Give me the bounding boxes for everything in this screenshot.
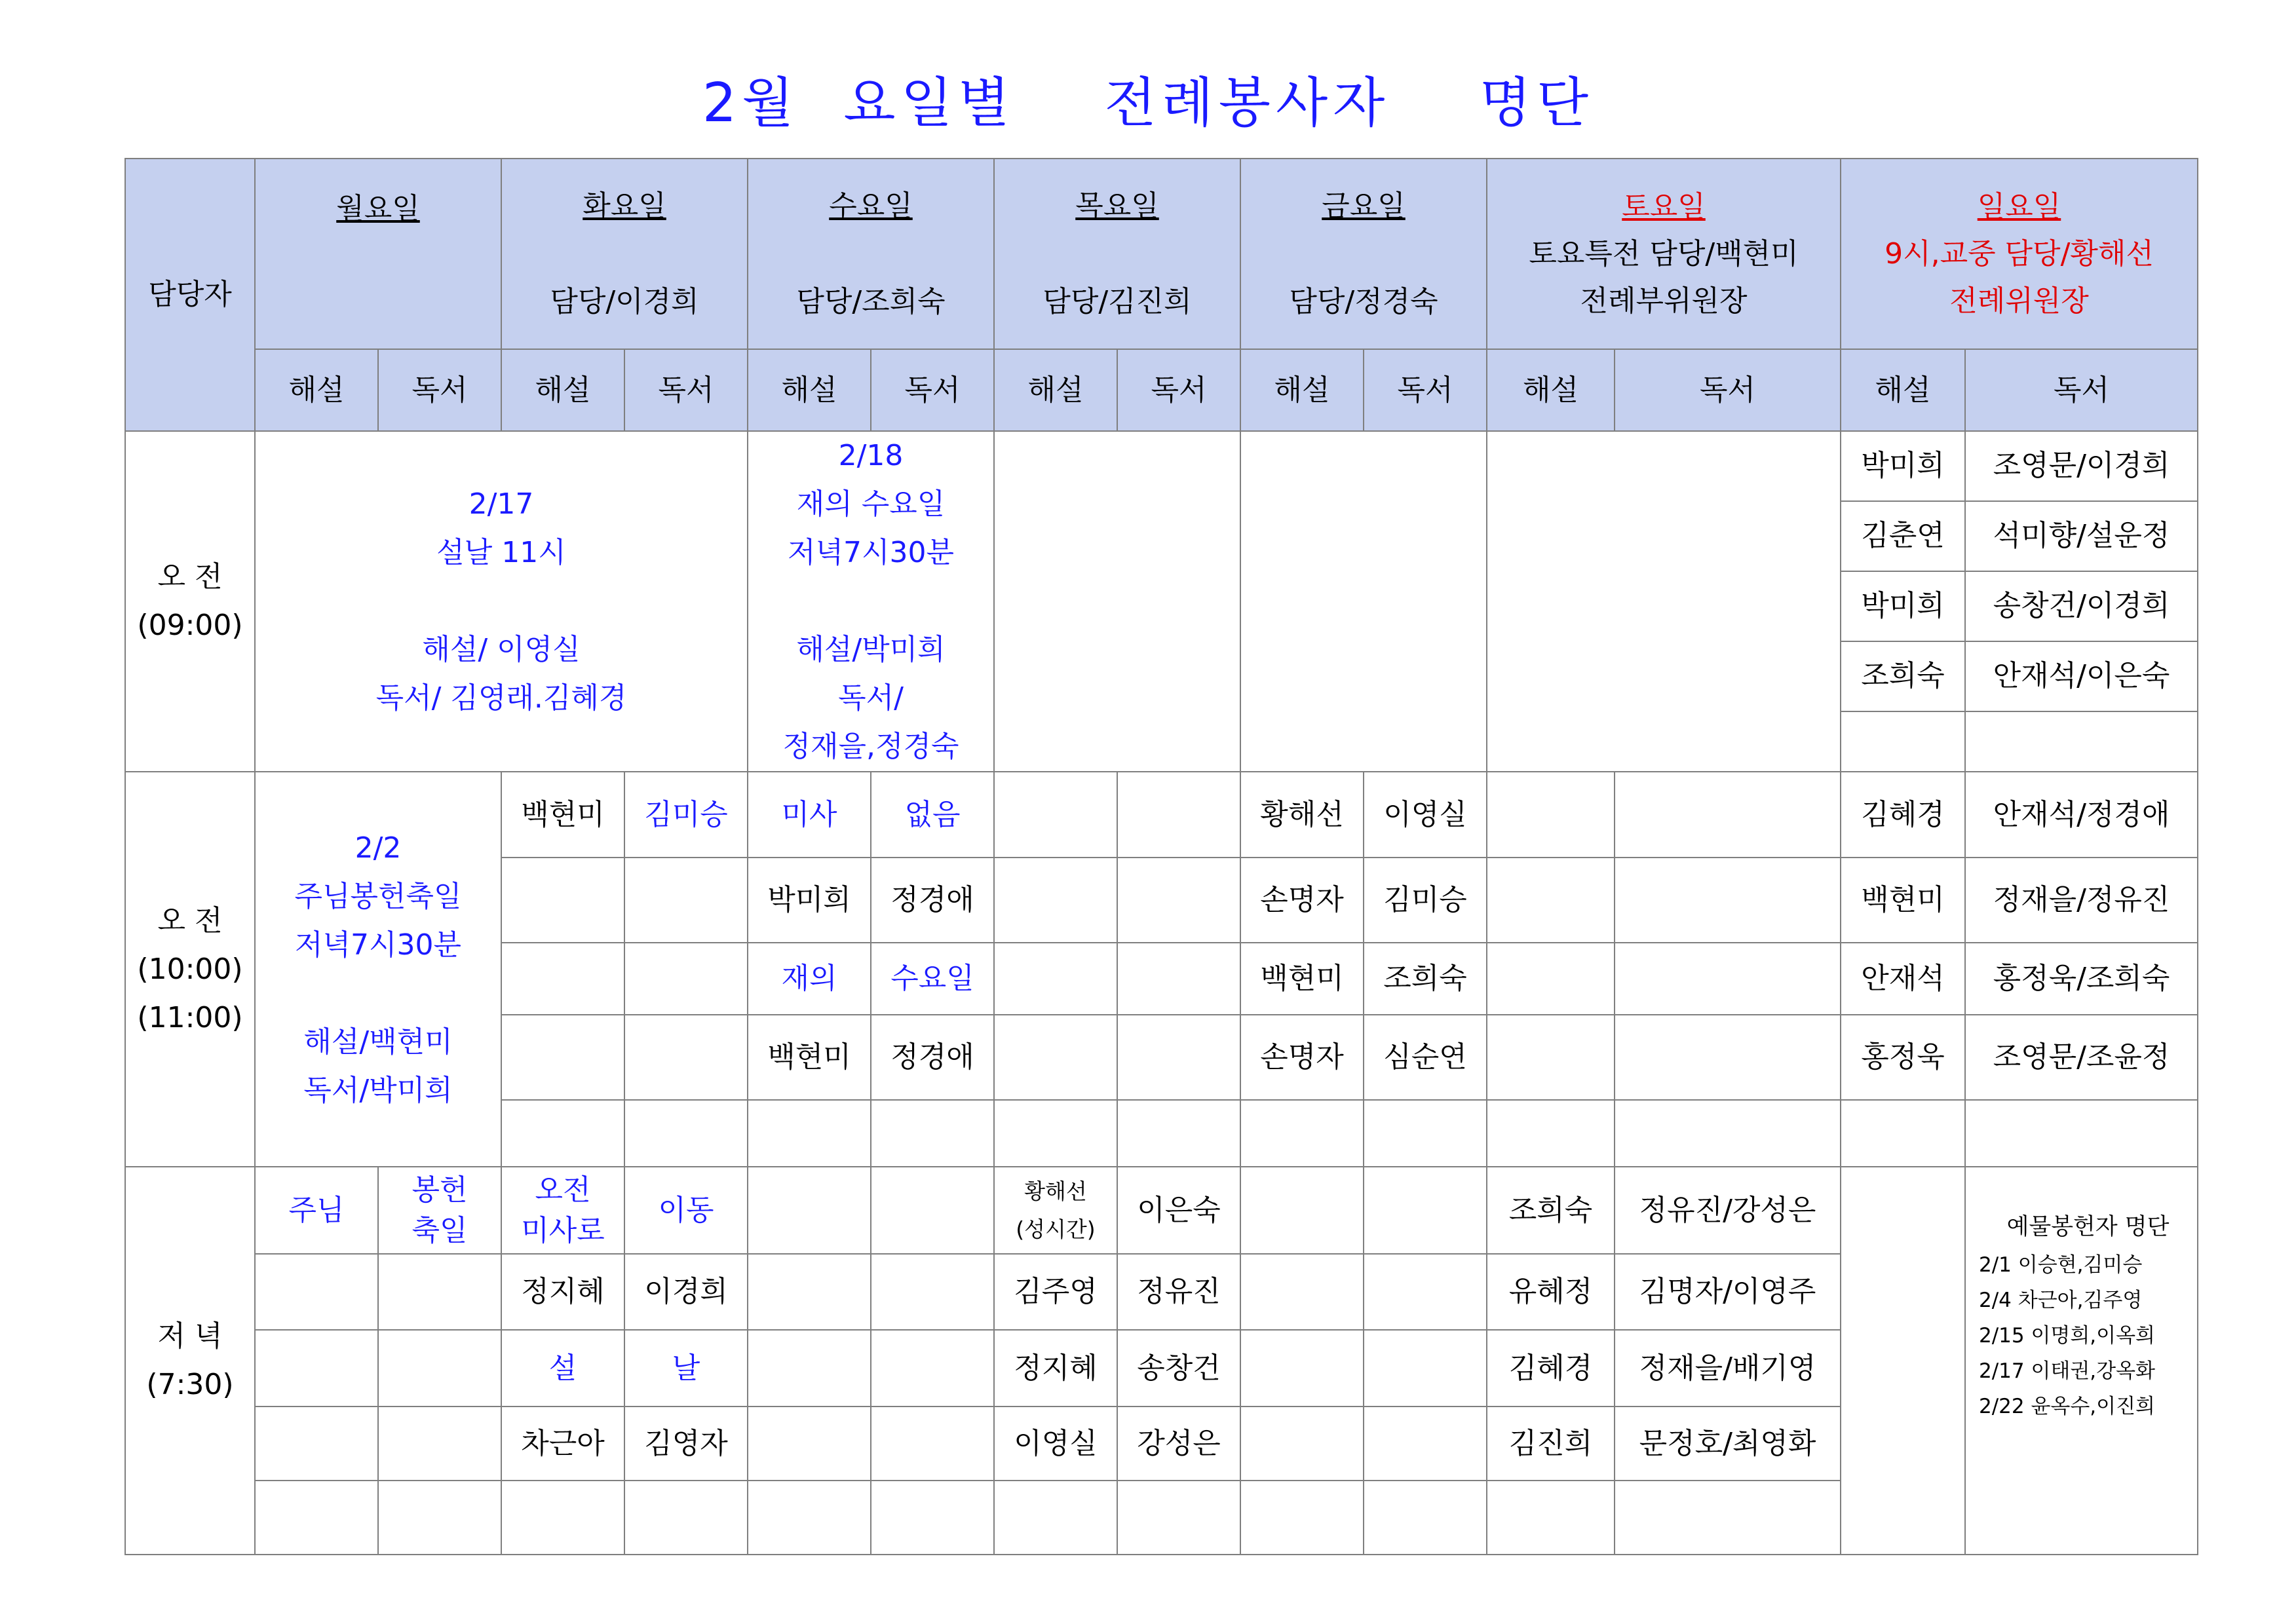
commentary-header: 해설: [1240, 349, 1364, 431]
sunday-reading-cell: 정재을/정유진: [1965, 858, 2198, 943]
sunday-evening-commentary-empty: [1841, 1167, 1965, 1555]
tuesday-commentary-cell: 백현미: [501, 772, 624, 858]
monday-commentary-cell: [255, 1407, 378, 1481]
tuesday-commentary-cell: [501, 1481, 624, 1555]
wednesday-commentary-cell: [748, 1481, 871, 1555]
thursday-reading-cell: 송창건: [1117, 1330, 1240, 1407]
day-manager: 토요특전 담당/백현미: [1529, 236, 1799, 271]
tuesday-reading-cell: [624, 1481, 748, 1555]
commentary-header: 해설: [501, 349, 624, 431]
saturday-reading-cell: [1615, 943, 1841, 1015]
note-line: 저녁7시30분: [788, 536, 954, 569]
cell-line: 축일: [411, 1213, 468, 1247]
day-name: 화요일: [583, 189, 666, 223]
wednesday-commentary-cell: 백현미: [748, 1015, 871, 1100]
friday-morning-9-empty: [1240, 431, 1487, 772]
day-manager: 담당/정경숙: [1289, 284, 1438, 318]
tuesday-commentary-cell: 차근아: [501, 1407, 624, 1481]
saturday-commentary-cell: [1487, 1015, 1615, 1100]
offering-list-item: 2/22 윤옥수,이진희: [1979, 1395, 2155, 1418]
thursday-reading-cell: [1117, 943, 1240, 1015]
saturday-commentary-cell: 조희숙: [1487, 1167, 1615, 1254]
wednesday-commentary-cell: [748, 1330, 871, 1407]
time-label-line: 오 전: [157, 903, 223, 937]
page-title: 2월 요일별 전례봉사자 명단: [702, 72, 1594, 134]
sunday-reading-cell: [1965, 1100, 2198, 1167]
tuesday-commentary-cell: [501, 943, 624, 1015]
sunday-commentary-cell: [1841, 711, 1965, 772]
thursday-commentary-cell: [994, 858, 1117, 943]
friday-reading-cell: 이영실: [1364, 772, 1487, 858]
thursday-reading-cell: 정유진: [1117, 1254, 1240, 1330]
time-label-line: (7:30): [146, 1368, 234, 1401]
friday-reading-cell: [1364, 1407, 1487, 1481]
offering-donor-list: [1965, 1167, 2198, 1555]
thursday-commentary-cell: 김주영: [994, 1254, 1117, 1330]
reading-header: 독서: [1117, 349, 1240, 431]
reading-header: 독서: [871, 349, 994, 431]
commentary-header: 해설: [1841, 349, 1965, 431]
friday-reading-cell: [1364, 1330, 1487, 1407]
friday-reading-cell: [1364, 1167, 1487, 1254]
thursday-reading-cell: 강성은: [1117, 1407, 1240, 1481]
sunday-reading-cell: 조영문/조윤정: [1965, 1015, 2198, 1100]
day-header-friday: [1240, 159, 1487, 349]
wednesday-commentary-cell: [748, 1100, 871, 1167]
saturday-reading-cell: [1615, 772, 1841, 858]
tuesday-reading-cell: 김미승: [624, 772, 748, 858]
tuesday-reading-cell: 이경희: [624, 1254, 748, 1330]
sunday-commentary-cell: 박미희: [1841, 571, 1965, 641]
note-line: 해설/백현미: [303, 1025, 453, 1059]
saturday-commentary-cell: 유혜정: [1487, 1254, 1615, 1330]
reading-header: 독서: [378, 349, 501, 431]
sunday-reading-cell: 안재석/정경애: [1965, 772, 2198, 858]
wednesday-reading-cell: 정경애: [871, 1015, 994, 1100]
tuesday-reading-cell: [624, 1100, 748, 1167]
feb17-lunar-new-year-note: [255, 431, 748, 772]
offering-list-item: 2/1 이승현,김미승: [1979, 1253, 2143, 1277]
day-name: 월요일: [336, 192, 420, 225]
friday-reading-cell: 김미승: [1364, 858, 1487, 943]
saturday-reading-cell: 문정호/최영화: [1615, 1407, 1841, 1481]
note-line: 저녁7시30분: [295, 928, 461, 962]
cell-line: 미사로: [521, 1213, 605, 1247]
tuesday-reading-cell: 날: [624, 1330, 748, 1407]
monday-commentary-cell: [255, 1481, 378, 1555]
wednesday-reading-cell: [871, 1167, 994, 1254]
sunday-reading-cell: 석미향/설운정: [1965, 501, 2198, 571]
saturday-reading-cell: [1615, 1481, 1841, 1555]
monday-commentary-cell: [255, 1167, 378, 1254]
time-label-line: 저 녁: [157, 1319, 223, 1353]
cell-line: 봉헌: [411, 1173, 468, 1207]
saturday-commentary-cell: [1487, 1481, 1615, 1555]
cell-line: (성시간): [1016, 1216, 1096, 1242]
sunday-commentary-cell: 홍정욱: [1841, 1015, 1965, 1100]
commentary-header: 해설: [748, 349, 871, 431]
friday-commentary-cell: [1240, 1254, 1364, 1330]
note-line: 해설/ 이영실: [422, 633, 581, 666]
time-label-line: (09:00): [137, 609, 243, 642]
note-line: 설날 11시: [436, 536, 566, 569]
friday-commentary-cell: [1240, 1330, 1364, 1407]
monday-reading-cell: [378, 1481, 501, 1555]
cell-line: 황해선: [1024, 1178, 1087, 1204]
day-manager: 담당/조희숙: [796, 284, 946, 318]
tuesday-commentary-cell: 설: [501, 1330, 624, 1407]
wednesday-commentary-cell: [748, 1167, 871, 1254]
note-line: 2/18: [838, 439, 904, 472]
day-name: 토요일: [1622, 189, 1706, 223]
thursday-commentary-cell: [994, 1481, 1117, 1555]
offering-list-item: 2/15 이명희,이옥희: [1979, 1324, 2155, 1348]
tuesday-reading-cell: [624, 1167, 748, 1254]
saturday-reading-cell: 정유진/강성은: [1615, 1167, 1841, 1254]
thursday-commentary-cell: [994, 943, 1117, 1015]
day-header-tuesday: [501, 159, 748, 349]
saturday-commentary-cell: [1487, 943, 1615, 1015]
note-line: 2/17: [469, 487, 534, 521]
tuesday-commentary-cell: [501, 1100, 624, 1167]
time-label-morning-10-11: [125, 772, 255, 1167]
sunday-reading-cell: [1965, 711, 2198, 772]
wednesday-commentary-cell: 재의: [748, 943, 871, 1015]
day-header-sunday: [1841, 159, 2198, 349]
tuesday-reading-cell: [624, 1015, 748, 1100]
cell-line: 이동: [658, 1193, 714, 1227]
thursday-commentary-cell: [994, 772, 1117, 858]
thursday-morning-9-empty: [994, 431, 1240, 772]
wednesday-reading-cell: [871, 1254, 994, 1330]
reading-header: 독서: [1965, 349, 2198, 431]
day-header-wednesday: [748, 159, 994, 349]
friday-commentary-cell: [1240, 1407, 1364, 1481]
cell-line: 오전: [535, 1173, 591, 1207]
thursday-reading-cell: [1117, 858, 1240, 943]
sunday-commentary-cell: 백현미: [1841, 858, 1965, 943]
note-line: 해설/박미희: [796, 633, 946, 666]
friday-reading-cell: [1364, 1254, 1487, 1330]
saturday-commentary-cell: [1487, 772, 1615, 858]
day-name: 목요일: [1075, 189, 1159, 223]
tuesday-commentary-cell: [501, 1015, 624, 1100]
wednesday-reading-cell: [871, 1330, 994, 1407]
volunteer-roster-table: [124, 158, 2198, 1555]
friday-commentary-cell: 백현미: [1240, 943, 1364, 1015]
sunday-commentary-cell: [1841, 1100, 1965, 1167]
monday-reading-cell: [378, 1330, 501, 1407]
cell-line: 주님: [288, 1193, 345, 1227]
offering-list-item: 2/4 차근아,김주영: [1979, 1289, 2143, 1312]
friday-reading-cell: 조희숙: [1364, 943, 1487, 1015]
thursday-commentary-cell: [994, 1015, 1117, 1100]
day-name: 일요일: [1977, 189, 2061, 223]
thursday-reading-cell: [1117, 772, 1240, 858]
sunday-reading-cell: 홍정욱/조희숙: [1965, 943, 2198, 1015]
thursday-commentary-cell: [994, 1100, 1117, 1167]
thursday-reading-cell: [1117, 1481, 1240, 1555]
reading-header: 독서: [624, 349, 748, 431]
saturday-morning-9-empty: [1487, 431, 1841, 772]
friday-commentary-cell: 황해선: [1240, 772, 1364, 858]
offering-list-title: 예물봉헌자 명단: [2006, 1214, 2170, 1240]
monday-reading-cell: [378, 1254, 501, 1330]
offering-list-item: 2/17 이태권,강옥화: [1979, 1359, 2155, 1383]
wednesday-commentary-cell: 박미희: [748, 858, 871, 943]
day-manager-role: 전례부위원장: [1580, 284, 1748, 318]
sunday-reading-cell: 안재석/이은숙: [1965, 641, 2198, 711]
note-line: 주님봉헌축일: [294, 879, 462, 913]
commentary-header: 해설: [255, 349, 378, 431]
time-label-line: (10:00): [137, 952, 243, 986]
wednesday-commentary-cell: [748, 1254, 871, 1330]
monday-reading-cell: [378, 1167, 501, 1254]
tuesday-commentary-cell: [501, 1167, 624, 1254]
day-manager: 담당/이경희: [550, 284, 699, 318]
day-manager: 9시,교중 담당/황해선: [1885, 236, 2154, 271]
thursday-commentary-cell: [994, 1167, 1117, 1254]
sunday-commentary-cell: 안재석: [1841, 943, 1965, 1015]
note-line: 재의 수요일: [796, 487, 946, 521]
monday-reading-cell: [378, 1407, 501, 1481]
tuesday-commentary-cell: 정지혜: [501, 1254, 624, 1330]
time-label-line: (11:00): [137, 1000, 243, 1034]
wednesday-reading-cell: 없음: [871, 772, 994, 858]
tuesday-commentary-cell: [501, 858, 624, 943]
sunday-reading-cell: 송창건/이경희: [1965, 571, 2198, 641]
thursday-commentary-cell: 이영실: [994, 1407, 1117, 1481]
time-label-morning-9: [125, 431, 255, 772]
time-label-evening: [125, 1167, 255, 1555]
sunday-commentary-cell: 조희숙: [1841, 641, 1965, 711]
sunday-commentary-cell: 김춘연: [1841, 501, 1965, 571]
day-header-saturday: [1487, 159, 1841, 349]
friday-commentary-cell: 손명자: [1240, 1015, 1364, 1100]
day-manager: 담당/김진희: [1043, 284, 1192, 318]
feb18-ash-wednesday-note: [748, 431, 994, 772]
day-name: 수요일: [829, 189, 913, 223]
friday-commentary-cell: [1240, 1100, 1364, 1167]
note-line: 정재을,정경숙: [782, 730, 959, 763]
wednesday-reading-cell: [871, 1100, 994, 1167]
wednesday-reading-cell: 수요일: [871, 943, 994, 1015]
wednesday-reading-cell: 정경애: [871, 858, 994, 943]
saturday-reading-cell: [1615, 1100, 1841, 1167]
day-header-monday: [255, 159, 501, 349]
friday-reading-cell: [1364, 1481, 1487, 1555]
friday-reading-cell: 심순연: [1364, 1015, 1487, 1100]
note-line: 독서/ 김영래.김혜경: [375, 681, 627, 715]
saturday-commentary-cell: [1487, 858, 1615, 943]
saturday-commentary-cell: 김진희: [1487, 1407, 1615, 1481]
saturday-reading-cell: 김명자/이영주: [1615, 1254, 1841, 1330]
wednesday-reading-cell: [871, 1407, 994, 1481]
monday-commentary-cell: [255, 1330, 378, 1407]
commentary-header: 해설: [1487, 349, 1615, 431]
saturday-reading-cell: [1615, 1015, 1841, 1100]
sunday-commentary-cell: 박미희: [1841, 431, 1965, 501]
friday-commentary-cell: 손명자: [1240, 858, 1364, 943]
day-header-thursday: [994, 159, 1240, 349]
wednesday-reading-cell: [871, 1481, 994, 1555]
time-label-line: 오 전: [157, 560, 223, 594]
note-line: 독서/박미희: [303, 1073, 453, 1107]
saturday-reading-cell: 정재을/배기영: [1615, 1330, 1841, 1407]
thursday-reading-cell: 이은숙: [1117, 1167, 1240, 1254]
reading-header: 독서: [1615, 349, 1841, 431]
wednesday-commentary-cell: 미사: [748, 772, 871, 858]
tuesday-reading-cell: [624, 943, 748, 1015]
note-line: 독서/: [838, 681, 904, 715]
monday-commentary-cell: [255, 1254, 378, 1330]
note-line: 2/2: [354, 831, 402, 865]
friday-commentary-cell: [1240, 1167, 1364, 1254]
tuesday-reading-cell: 김영자: [624, 1407, 748, 1481]
wednesday-commentary-cell: [748, 1407, 871, 1481]
day-manager-role: 전례위원장: [1949, 284, 2089, 318]
reading-header: 독서: [1364, 349, 1487, 431]
thursday-commentary-cell: 정지혜: [994, 1330, 1117, 1407]
day-name: 금요일: [1322, 189, 1406, 223]
manager-header-cell: [125, 159, 255, 431]
manager-label: 담당자: [148, 278, 232, 311]
thursday-reading-cell: [1117, 1100, 1240, 1167]
saturday-commentary-cell: [1487, 1100, 1615, 1167]
sunday-reading-cell: 조영문/이경희: [1965, 431, 2198, 501]
tuesday-reading-cell: [624, 858, 748, 943]
sunday-commentary-cell: 김혜경: [1841, 772, 1965, 858]
friday-commentary-cell: [1240, 1481, 1364, 1555]
feb2-presentation-feast-note: [255, 772, 501, 1167]
thursday-reading-cell: [1117, 1015, 1240, 1100]
friday-reading-cell: [1364, 1100, 1487, 1167]
commentary-header: 해설: [994, 349, 1117, 431]
saturday-reading-cell: [1615, 858, 1841, 943]
saturday-commentary-cell: 김혜경: [1487, 1330, 1615, 1407]
